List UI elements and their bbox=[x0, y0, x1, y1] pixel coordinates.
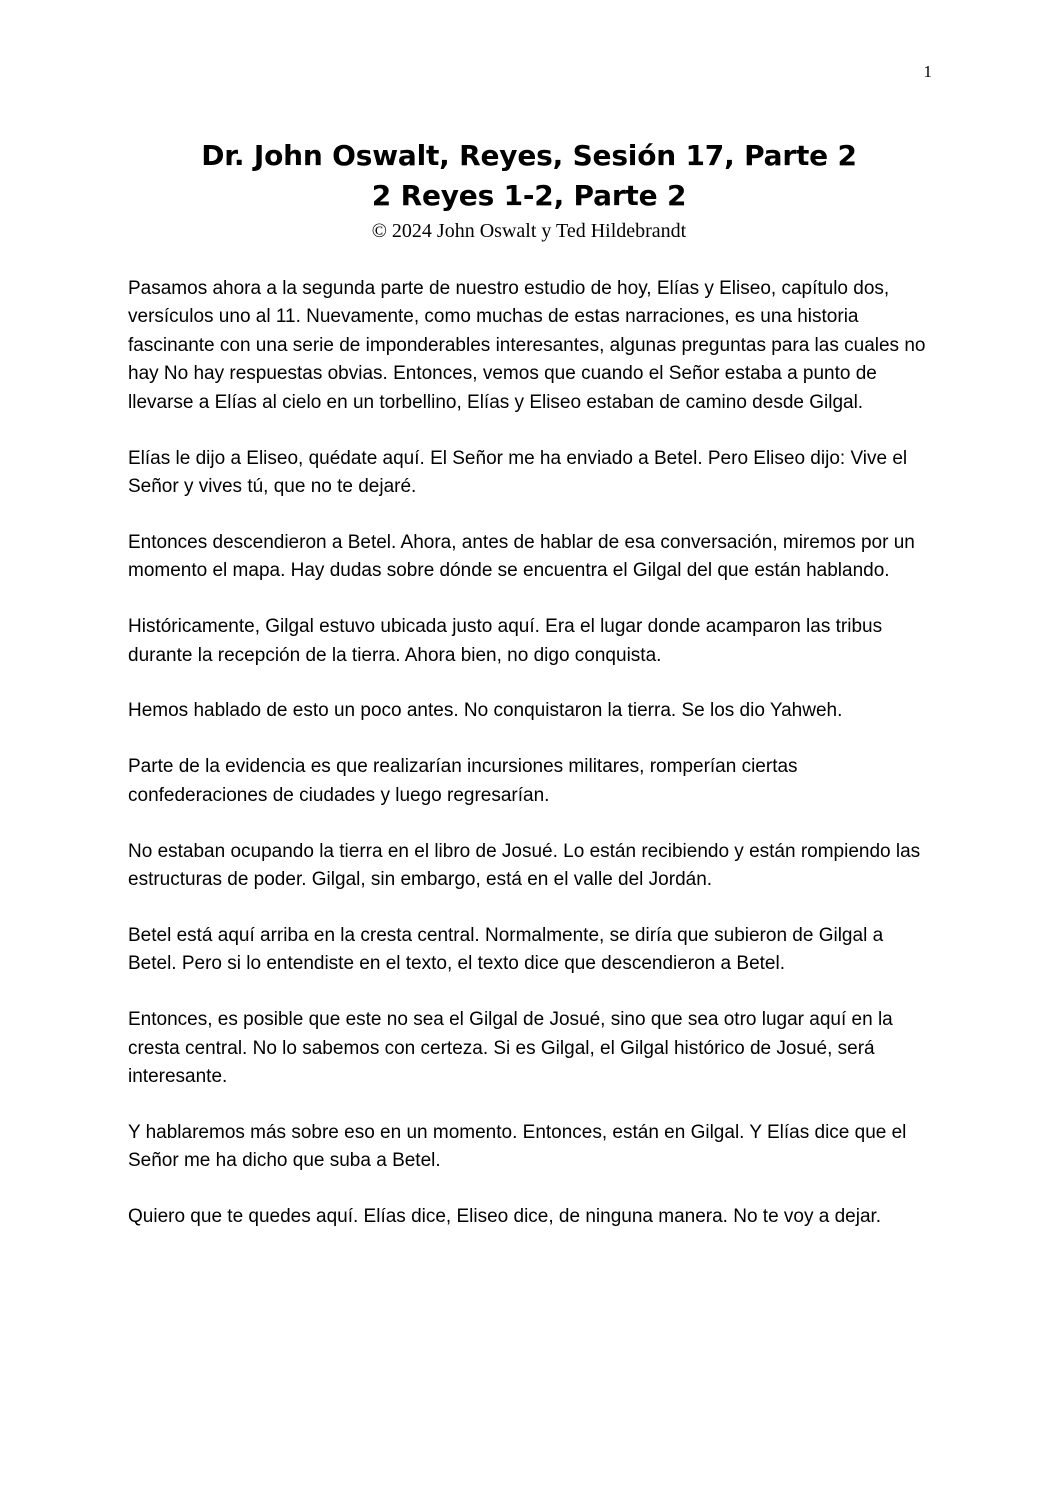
paragraph: Entonces, es posible que este no sea el Gilgal de Josué, sino que sea otro lugar aquí en la cresta central. No lo sabemos con certeza. Si es Gilgal, el Gilgal histórico de Josué, será interesante. bbox=[128, 1009, 893, 1088]
paragraph: Y hablaremos más sobre eso en un momento. Entonces, están en Gilgal. Y Elías dice que el Señor me ha dicho que suba a Betel. bbox=[128, 1122, 907, 1172]
document-body bbox=[128, 275, 932, 1259]
paragraph: Betel está aquí arriba en la cresta central. Normalmente, se diría que subieron de Gilgal a Betel. Pero si lo entendiste en el texto, el texto dice que descendieron a Betel. bbox=[128, 925, 884, 975]
paragraph: Pasamos ahora a la segunda parte de nuestro estudio de hoy, Elías y Eliseo, capítulo dos, versículos uno al 11. Nuevamente, como muchas de estas narraciones, es una historia fascinante con una serie de imponderables interesantes, algunas preguntas para las cuales no hay No hay respuestas obvias. Entonces, vemos que cuando el Señor estaba a punto de llevarse a Elías al cielo en un torbellino, Elías y Eliseo estaban de camino desde Gilgal. bbox=[128, 278, 926, 413]
paragraph: Entonces descendieron a Betel. Ahora, antes de hablar de esa conversación, miremos por un momento el mapa. Hay dudas sobre dónde se encuentra el Gilgal del que están hablando. bbox=[128, 531, 915, 582]
copyright-notice: © 2024 John Oswalt y Ted Hildebrandt bbox=[371, 220, 687, 242]
paragraph: Históricamente, Gilgal estuvo ubicada justo aquí. Era el lugar donde acamparon las tribus durante la recepción de la tierra. Ahora bien, no digo conquista. bbox=[128, 616, 883, 666]
paragraph: Quiero que te quedes aquí. Elías dice, Eliseo dice, de ninguna manera. No te voy a dejar. bbox=[128, 1206, 882, 1228]
subtitle-line: 2 Reyes 1-2, Parte 2 bbox=[371, 179, 687, 212]
paragraph: Elías le dijo a Eliseo, quédate aquí. El Señor me ha enviado a Betel. Pero Eliseo dijo: Vive el Señor y vives tú, que no te dejaré. bbox=[128, 447, 908, 497]
paragraph: No estaban ocupando la tierra en el libro de Josué. Lo están recibiendo y están rompiendo las estructuras de poder. Gilgal, sin embargo, está en el valle del Jordán. bbox=[128, 840, 921, 891]
page-number: 1 bbox=[923, 62, 932, 81]
paragraph: Hemos hablado de esto un poco antes. No conquistaron la tierra. Se los dio Yahweh. bbox=[128, 700, 843, 722]
document-title bbox=[0, 136, 1058, 216]
title-line: Dr. John Oswalt, Reyes, Sesión 17, Parte 2 bbox=[201, 139, 857, 172]
paragraph: Parte de la evidencia es que realizarían incursiones militares, romperían ciertas confederaciones de ciudades y luego regresarían. bbox=[128, 756, 798, 806]
